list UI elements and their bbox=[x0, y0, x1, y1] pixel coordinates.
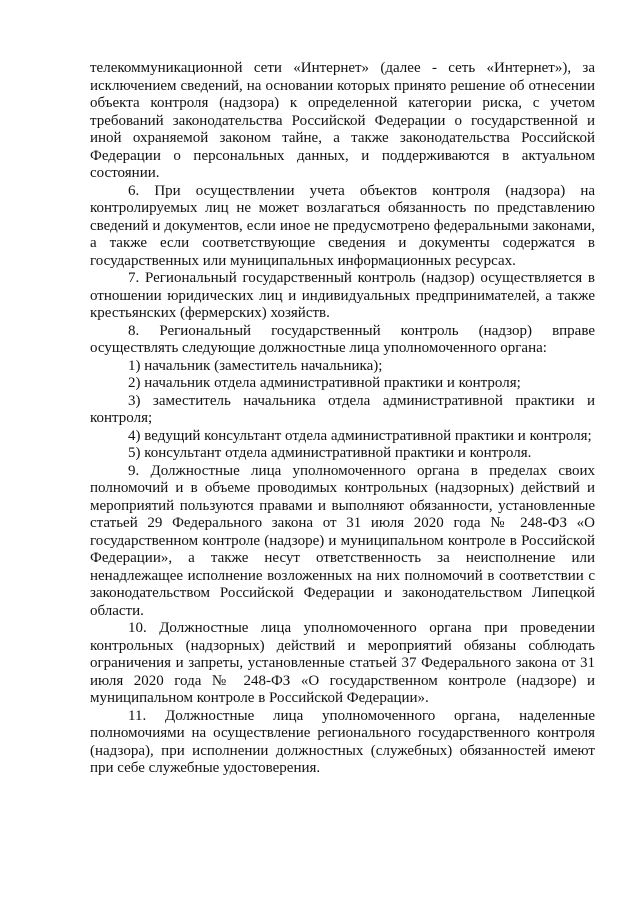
list-item-4: 4) ведущий консультант отдела административной практики и контроля; bbox=[128, 427, 592, 444]
list-item-5: 5) консультант отдела административной практики и контроля. bbox=[128, 445, 532, 461]
paragraph-7: 7. Региональный государственный контроль (надзор) осуществляется в отношении юридических лиц и индивидуальных предпринимателей, а также крестьянских (фермерских) хозяйств. bbox=[90, 270, 595, 321]
paragraph-continuation: телекоммуникационной сети «Интернет» (далее - сеть «Интернет»), за исключением сведений, на основании которых принято решение об отнесении объекта контроля (надзора) к определенной категории риска, с учетом требований законодательства Российской Федерации о государственной и иной охраняемой законом тайне, а также законодательства Российской Федерации о персональных данных, и поддерживаются в актуальном состоянии. bbox=[90, 60, 595, 181]
paragraph-9: 9. Должностные лица уполномоченного органа в пределах своих полномочий и в объеме проводимых контрольных (надзорных) действий и мероприятий пользуются правами и выполняют обязанности, установленные статьей 29 Федерального закона от 31 июля 2020 года № 248-ФЗ «О государственном контроле (надзоре) и муниципальном контроле в Российской Федерации», а также несут ответственность за неисполнение или ненадлежащее исполнение возложенных на них полномочий в соответствии с законодательством Российской Федерации и законодательством Липецкой области. bbox=[90, 462, 595, 619]
paragraph-6: 6. При осуществлении учета объектов контроля (надзора) на контролируемых лиц не может возлагаться обязанность по представлению сведений и документов, если иное не предусмотрено федеральными законами, а также если соответствующие сведения и документы содержатся в государственных или муниципальных информационных ресурсах. bbox=[90, 182, 595, 269]
paragraph-8: 8. Региональный государственный контроль (надзор) вправе осуществлять следующие должностные лица уполномоченного органа: bbox=[90, 322, 595, 356]
document-body bbox=[90, 60, 595, 778]
paragraph-10: 10. Должностные лица уполномоченного органа при проведении контрольных (надзорных) действий и мероприятий обязаны соблюдать ограничения и запреты, установленные статьей 37 Федерального закона от 31 июля 2020 года № 248-ФЗ «О государственном контроле (надзоре) и муниципальном контроле в Российской Федерации». bbox=[90, 620, 595, 706]
list-item-3: 3) заместитель начальника отдела административной практики и контроля; bbox=[90, 392, 595, 426]
list-item-2: 2) начальник отдела административной практики и контроля; bbox=[128, 375, 521, 391]
list-item-1: 1) начальник (заместитель начальника); bbox=[128, 357, 383, 374]
paragraph-11: 11. Должностные лица уполномоченного органа, наделенные полномочиями на осуществление регионального государственного контроля (надзора), при исполнении должностных (служебных) обязанностей имеют при себе служебные удостоверения. bbox=[90, 707, 595, 776]
